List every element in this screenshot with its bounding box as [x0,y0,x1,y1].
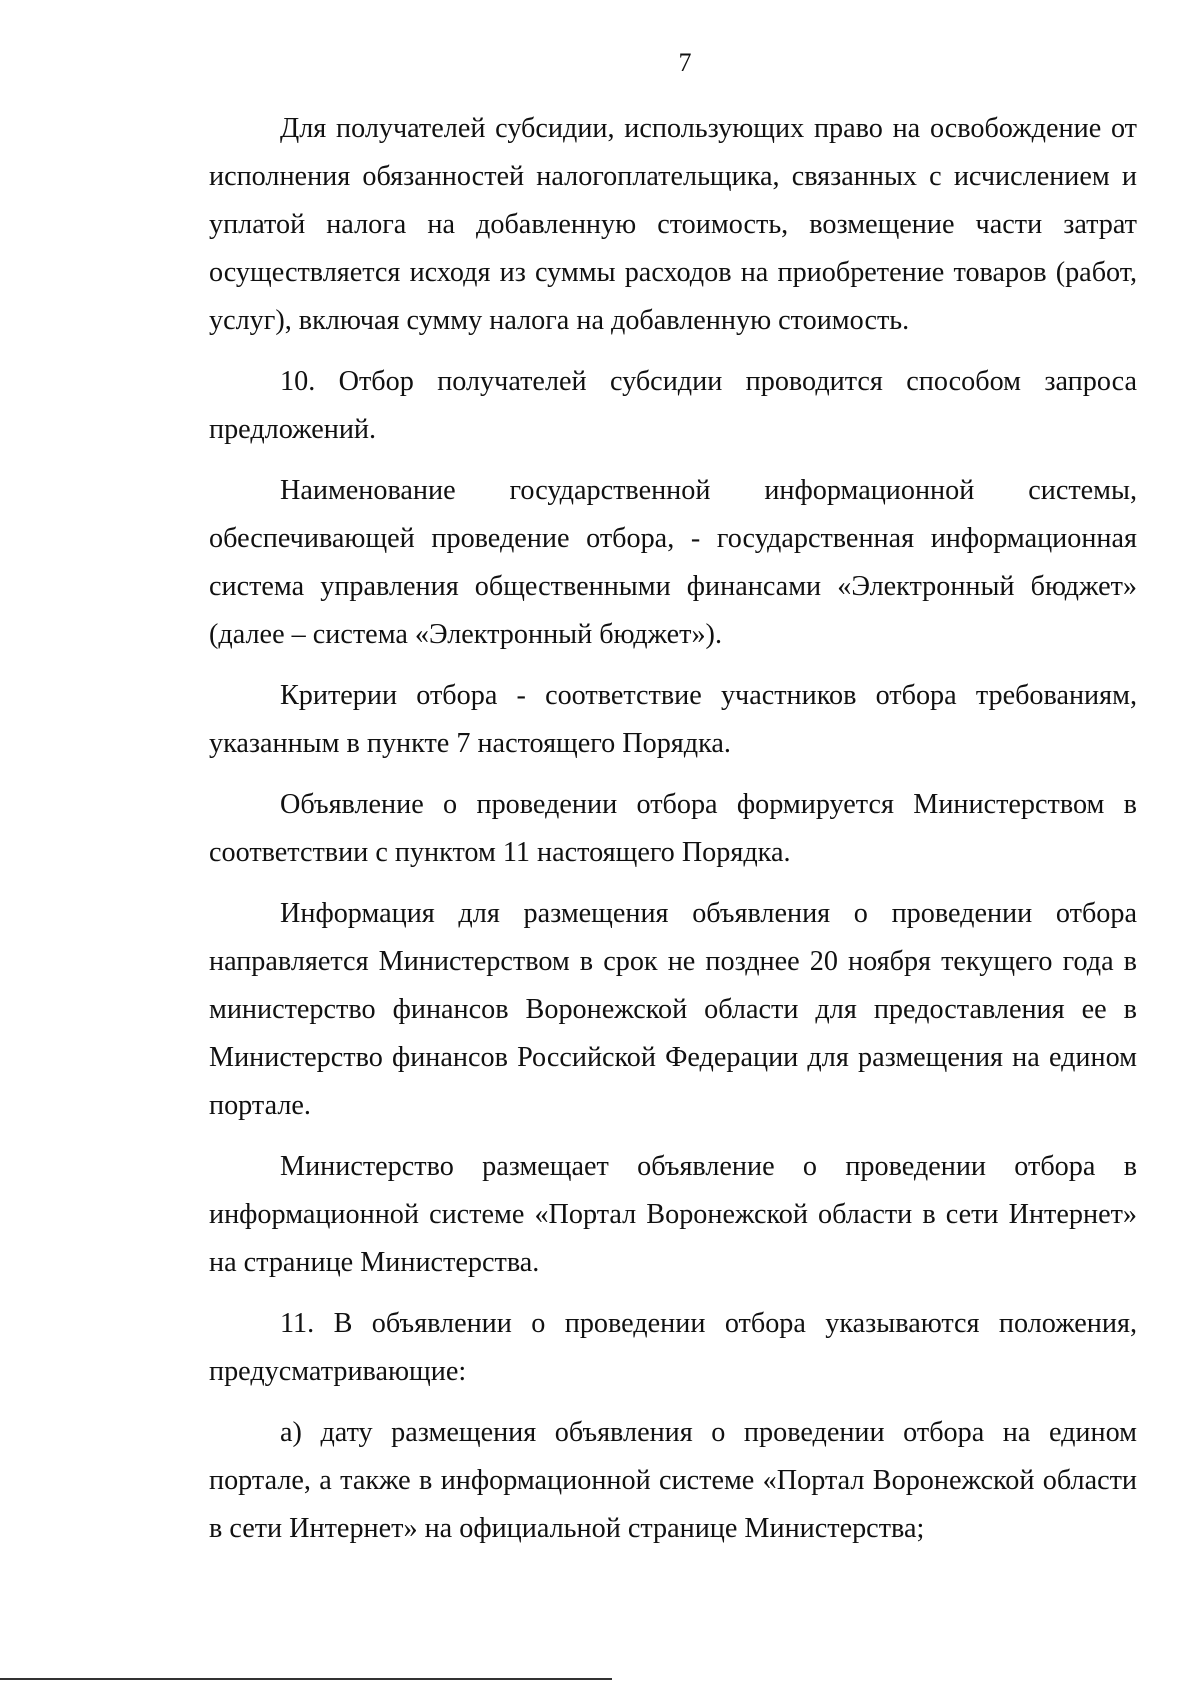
paragraph-information-system: Наименование государственной информационной системы, обеспечивающей проведение отбора, - государственная информационная система управления общественными финансами «Электронный бюджет» (далее – система «Электронный бюджет»). [209,475,1137,650]
paragraph-selection-criteria: Критерии отбора - соответствие участников отбора требованиям, указанным в пункте 7 настоящего Порядка. [209,680,1137,759]
list-item-a-publication-date: а) дату размещения объявления о проведении отбора на едином портале, а также в информационной системе «Портал Воронежской области в сети Интернет» на официальной странице Министерства; [209,1417,1137,1544]
paragraph-11-announcement-provisions: 11. В объявлении о проведении отбора указываются положения, предусматривающие: [209,1308,1137,1387]
document-body [209,105,1137,1553]
paragraph-vat-exemption: Для получателей субсидии, использующих право на освобождение от исполнения обязанностей налогоплательщика, связанных с исчислением и уплатой налога на добавленную стоимость, возмещение части затрат осуществляется исходя из суммы расходов на приобретение товаров (работ, услуг), включая сумму налога на добавленную стоимость. [209,113,1137,336]
paragraph-announcement-formation: Объявление о проведении отбора формируется Министерством в соответствии с пунктом 11 настоящего Порядка. [209,789,1137,868]
paragraph-announcement-information: Информация для размещения объявления о проведении отбора направляется Министерством в срок не позднее 20 ноября текущего года в министерство финансов Воронежской области для предоставления ее в Министерство финансов Российской Федерации для размещения на едином портале. [209,898,1137,1121]
page-number: 7 [678,48,692,77]
paragraph-10-selection-method: 10. Отбор получателей субсидии проводится способом запроса предложений. [209,366,1137,445]
bottom-divider [0,1678,612,1680]
paragraph-ministry-publication: Министерство размещает объявление о проведении отбора в информационной системе «Портал Воронежской области в сети Интернет» на странице Министерства. [209,1151,1137,1278]
